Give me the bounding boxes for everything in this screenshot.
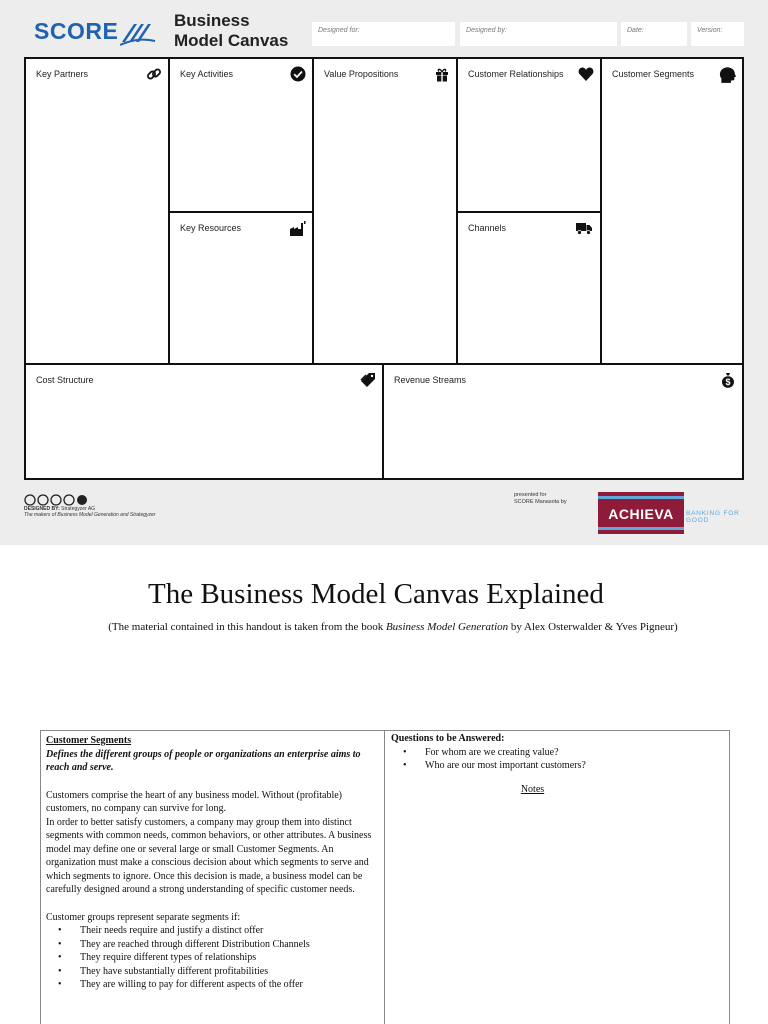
key-resources-block[interactable] xyxy=(170,213,314,365)
customer-segments-description xyxy=(46,734,381,992)
customer-segments-label: Customer Segments xyxy=(612,69,695,79)
column-divider xyxy=(384,731,385,1024)
questions-heading: Questions to be Answered: xyxy=(391,733,505,744)
handout-subtitle xyxy=(48,620,738,635)
designed-by-name: Strategyzer AG xyxy=(61,506,96,512)
sponsor-tagline-line2: GOOD xyxy=(686,516,710,524)
list-item: • They have substantially different profitabilities xyxy=(58,965,381,979)
explanation-table xyxy=(40,730,730,1024)
svg-text:$: $ xyxy=(725,377,731,388)
key-activities-block[interactable] xyxy=(170,59,314,213)
achieva-logo xyxy=(598,492,684,534)
value-propositions-block[interactable] xyxy=(314,59,458,365)
canvas-grid xyxy=(24,57,744,480)
list-item: • They are willing to pay for different aspects of the offer xyxy=(58,978,381,992)
creative-commons-icons xyxy=(24,494,90,506)
designed-for-field[interactable]: Designed for: xyxy=(312,22,455,46)
question-item: • Who are our most important customers? xyxy=(403,759,726,773)
list-item: • They require different types of relationships xyxy=(58,951,381,965)
canvas-title-line1: Business xyxy=(174,11,250,30)
gift-icon xyxy=(434,66,450,82)
score-logo: SCORE xyxy=(34,18,119,44)
customer-segments-block[interactable] xyxy=(602,59,742,365)
sponsor-name: ACHIEVA xyxy=(608,506,674,522)
notes-label: Notes xyxy=(520,783,545,795)
presented-line2: SCORE Manasota by xyxy=(514,498,567,505)
list-item: • They are reached through different Distribution Channels xyxy=(58,938,381,952)
customer-relationships-label: Customer Relationships xyxy=(468,69,564,79)
factory-icon xyxy=(290,220,306,236)
key-partners-block[interactable] xyxy=(26,59,170,365)
value-propositions-label: Value Propositions xyxy=(324,69,399,79)
key-activities-label: Key Activities xyxy=(180,69,234,79)
score-swoosh-icon xyxy=(120,18,156,48)
version-field[interactable]: Version: xyxy=(691,22,744,46)
section-definition: Defines the different groups of people or organizations an enterprise aims to reach and serve. xyxy=(46,748,361,773)
designed-by-field[interactable]: Designed by: xyxy=(460,22,617,46)
customer-relationships-block[interactable] xyxy=(458,59,602,213)
sponsor-tagline-line1: BANKING FOR xyxy=(686,510,740,517)
revenue-streams-label: Revenue Streams xyxy=(394,375,467,385)
canvas-title-line2: Model Canvas xyxy=(174,31,289,50)
paragraph-2: In order to better satisfy customers, a company may group them into distinct segments with common needs, common behaviors, or other attributes. A business model may define one or several large or small Customer Segments. An organization must make a conscious decision about which segments to serve and which segments to ignore. Once this decision is made, a business model can be carefully designed around a strong understanding of specific customer needs. xyxy=(46,816,372,895)
canvas-title xyxy=(174,11,288,51)
subtitle-suffix: by Alex Osterwalder & Yves Pigneur) xyxy=(508,621,678,633)
presented-line1: presented for xyxy=(514,492,547,498)
groups-intro: Customer groups represent separate segments if: xyxy=(46,911,241,923)
price-tag-icon xyxy=(360,372,376,388)
sponsor-tagline xyxy=(686,511,740,524)
designed-by-credit xyxy=(24,506,155,518)
presented-by xyxy=(514,492,567,505)
list-item: • Their needs require and justify a distinct offer xyxy=(58,924,381,938)
channels-block[interactable] xyxy=(458,213,602,365)
link-icon xyxy=(146,66,162,82)
question-item: • For whom are we creating value? xyxy=(403,746,726,760)
cost-structure-label: Cost Structure xyxy=(36,375,94,385)
designed-by-label: DESIGNED BY: xyxy=(24,506,60,512)
designer-tagline: The makers of Business Model Generation and Strategyzer xyxy=(24,512,156,518)
questions-column xyxy=(391,732,726,796)
section-heading: Customer Segments xyxy=(46,735,132,746)
questions-list xyxy=(403,746,726,773)
key-partners-label: Key Partners xyxy=(36,69,89,79)
checkmark-icon xyxy=(290,66,306,82)
book-title: Business Model Generation xyxy=(385,621,509,633)
paragraph-1: Customers comprise the heart of any business model. Without (profitable) customers, no company can survive for long. xyxy=(46,789,343,814)
date-field[interactable]: Date: xyxy=(621,22,687,46)
key-resources-label: Key Resources xyxy=(180,223,242,233)
channels-label: Channels xyxy=(468,223,507,233)
subtitle-prefix: (The material contained in this handout is taken from the book xyxy=(108,621,386,633)
cost-structure-block[interactable] xyxy=(26,365,384,480)
money-bag-icon xyxy=(720,372,736,388)
truck-icon xyxy=(574,220,594,236)
handout-title: The Business Model Canvas Explained xyxy=(148,578,604,610)
groups-list xyxy=(58,924,381,992)
heart-icon xyxy=(578,66,594,82)
revenue-streams-block[interactable] xyxy=(384,365,742,480)
head-icon xyxy=(718,66,736,84)
